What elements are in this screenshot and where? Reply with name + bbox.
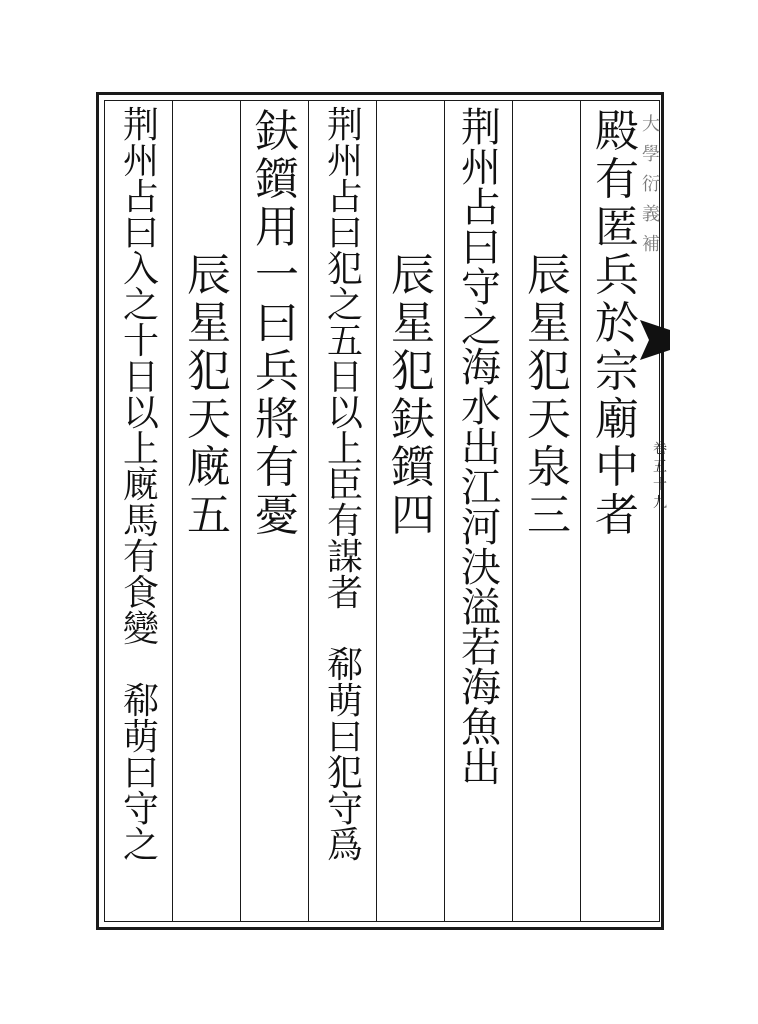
column-rule	[240, 100, 241, 922]
column-char: 出	[461, 425, 501, 471]
column-char: 海	[461, 345, 501, 391]
column-char: 之	[122, 285, 159, 326]
column-char: 五	[326, 321, 363, 362]
margin-title-char: 義	[642, 204, 660, 225]
column-char: 變	[122, 609, 159, 650]
column-char: 廐	[187, 442, 231, 493]
text-column-7	[178, 100, 240, 540]
column-char: 之	[461, 305, 501, 351]
column-rule	[308, 100, 309, 922]
column-char: 上	[122, 429, 159, 470]
column-char	[314, 612, 376, 648]
column-char: 曰	[461, 225, 501, 271]
column-char: 犯	[326, 753, 363, 794]
column-char: 曰	[255, 298, 299, 349]
column-char: 日	[122, 357, 159, 398]
text-column-6	[246, 100, 308, 540]
column-rule	[444, 100, 445, 922]
text-column-4	[382, 100, 444, 540]
juan-char: 十	[653, 477, 667, 493]
column-char: 中	[595, 442, 639, 493]
column-char: 江	[461, 465, 501, 511]
margin-title-char: 大	[642, 114, 660, 135]
column-char: 日	[326, 357, 363, 398]
column-char: 殿	[595, 106, 639, 157]
column-char: 以	[122, 393, 159, 434]
column-char: 三	[527, 490, 571, 541]
column-char: 有	[255, 442, 299, 493]
text-column-3	[450, 100, 512, 791]
column-char: 爲	[326, 825, 363, 866]
column-char: 於	[595, 298, 639, 349]
column-char: 荆	[326, 105, 363, 146]
column-char: 者	[326, 573, 363, 614]
column-char: 鑕	[255, 154, 299, 205]
column-char: 用	[255, 202, 299, 253]
column-char: 決	[461, 545, 501, 591]
column-char: 占	[122, 177, 159, 218]
column-char: 天	[187, 394, 231, 445]
juan-char: 卷	[653, 441, 667, 457]
column-char: 辰	[391, 250, 435, 301]
column-char: 鈇	[255, 106, 299, 157]
column-char: 曰	[326, 213, 363, 254]
column-char: 犯	[187, 346, 231, 397]
column-char: 有	[326, 501, 363, 542]
column-char: 泉	[527, 442, 571, 493]
column-char: 荆	[122, 105, 159, 146]
column-char: 犯	[391, 346, 435, 397]
column-char: 兵	[595, 250, 639, 301]
margin-title-char: 學	[642, 144, 660, 165]
column-char: 星	[527, 298, 571, 349]
column-char: 出	[461, 745, 501, 791]
column-char: 四	[391, 490, 435, 541]
column-char: 五	[187, 490, 231, 541]
column-char: 辰	[187, 250, 231, 301]
column-char: 占	[461, 185, 501, 231]
column-char: 鑕	[391, 442, 435, 493]
column-char: 州	[326, 141, 363, 182]
column-char: 郗	[122, 681, 159, 722]
column-char: 匿	[595, 202, 639, 253]
text-column-8	[110, 100, 172, 864]
column-char: 曰	[326, 717, 363, 758]
text-column-5	[314, 100, 376, 864]
column-char: 一	[255, 250, 299, 301]
column-char: 謀	[326, 537, 363, 578]
column-char: 星	[187, 298, 231, 349]
column-char: 溢	[461, 585, 501, 631]
margin-title-char: 衍	[642, 174, 660, 195]
column-char: 以	[326, 393, 363, 434]
column-char: 曰	[122, 213, 159, 254]
column-char: 有	[595, 154, 639, 205]
column-char: 之	[122, 825, 159, 866]
column-char: 守	[326, 789, 363, 830]
column-char	[110, 648, 172, 684]
column-char: 萌	[122, 717, 159, 758]
column-char: 若	[461, 625, 501, 671]
text-column-2	[518, 100, 580, 540]
column-char: 兵	[255, 346, 299, 397]
column-char: 有	[122, 537, 159, 578]
margin-title-char: 補	[642, 234, 660, 255]
juan-char: 九	[653, 495, 667, 511]
column-char: 郗	[326, 645, 363, 686]
column-char: 曰	[122, 753, 159, 794]
column-char: 臣	[326, 465, 363, 506]
column-char: 之	[326, 285, 363, 326]
column-char: 水	[461, 385, 501, 431]
column-char: 入	[122, 249, 159, 290]
column-char: 犯	[527, 346, 571, 397]
juan-label	[650, 440, 670, 512]
column-char: 星	[391, 298, 435, 349]
column-char: 州	[461, 145, 501, 191]
column-char: 辰	[527, 250, 571, 301]
column-char: 上	[326, 429, 363, 470]
column-char: 者	[595, 490, 639, 541]
column-rule	[376, 100, 377, 922]
column-char: 十	[122, 321, 159, 362]
column-char: 州	[122, 141, 159, 182]
column-char: 犯	[326, 249, 363, 290]
column-char: 鈇	[391, 394, 435, 445]
column-char: 馬	[122, 501, 159, 542]
column-char: 天	[527, 394, 571, 445]
column-char: 守	[122, 789, 159, 830]
column-char: 將	[255, 394, 299, 445]
juan-char: 五	[653, 459, 667, 475]
column-char: 憂	[255, 490, 299, 541]
column-char: 萌	[326, 681, 363, 722]
column-char: 廐	[122, 465, 159, 506]
column-char: 荆	[461, 105, 501, 151]
column-rule	[512, 100, 513, 922]
column-rule	[580, 100, 581, 922]
column-char: 占	[326, 177, 363, 218]
column-char: 守	[461, 265, 501, 311]
text-column-1	[586, 100, 648, 540]
column-char: 魚	[461, 705, 501, 751]
column-char: 食	[122, 573, 159, 614]
column-char: 河	[461, 505, 501, 551]
column-char: 宗	[595, 346, 639, 397]
column-char: 海	[461, 665, 501, 711]
column-char: 廟	[595, 394, 639, 445]
column-rule	[172, 100, 173, 922]
